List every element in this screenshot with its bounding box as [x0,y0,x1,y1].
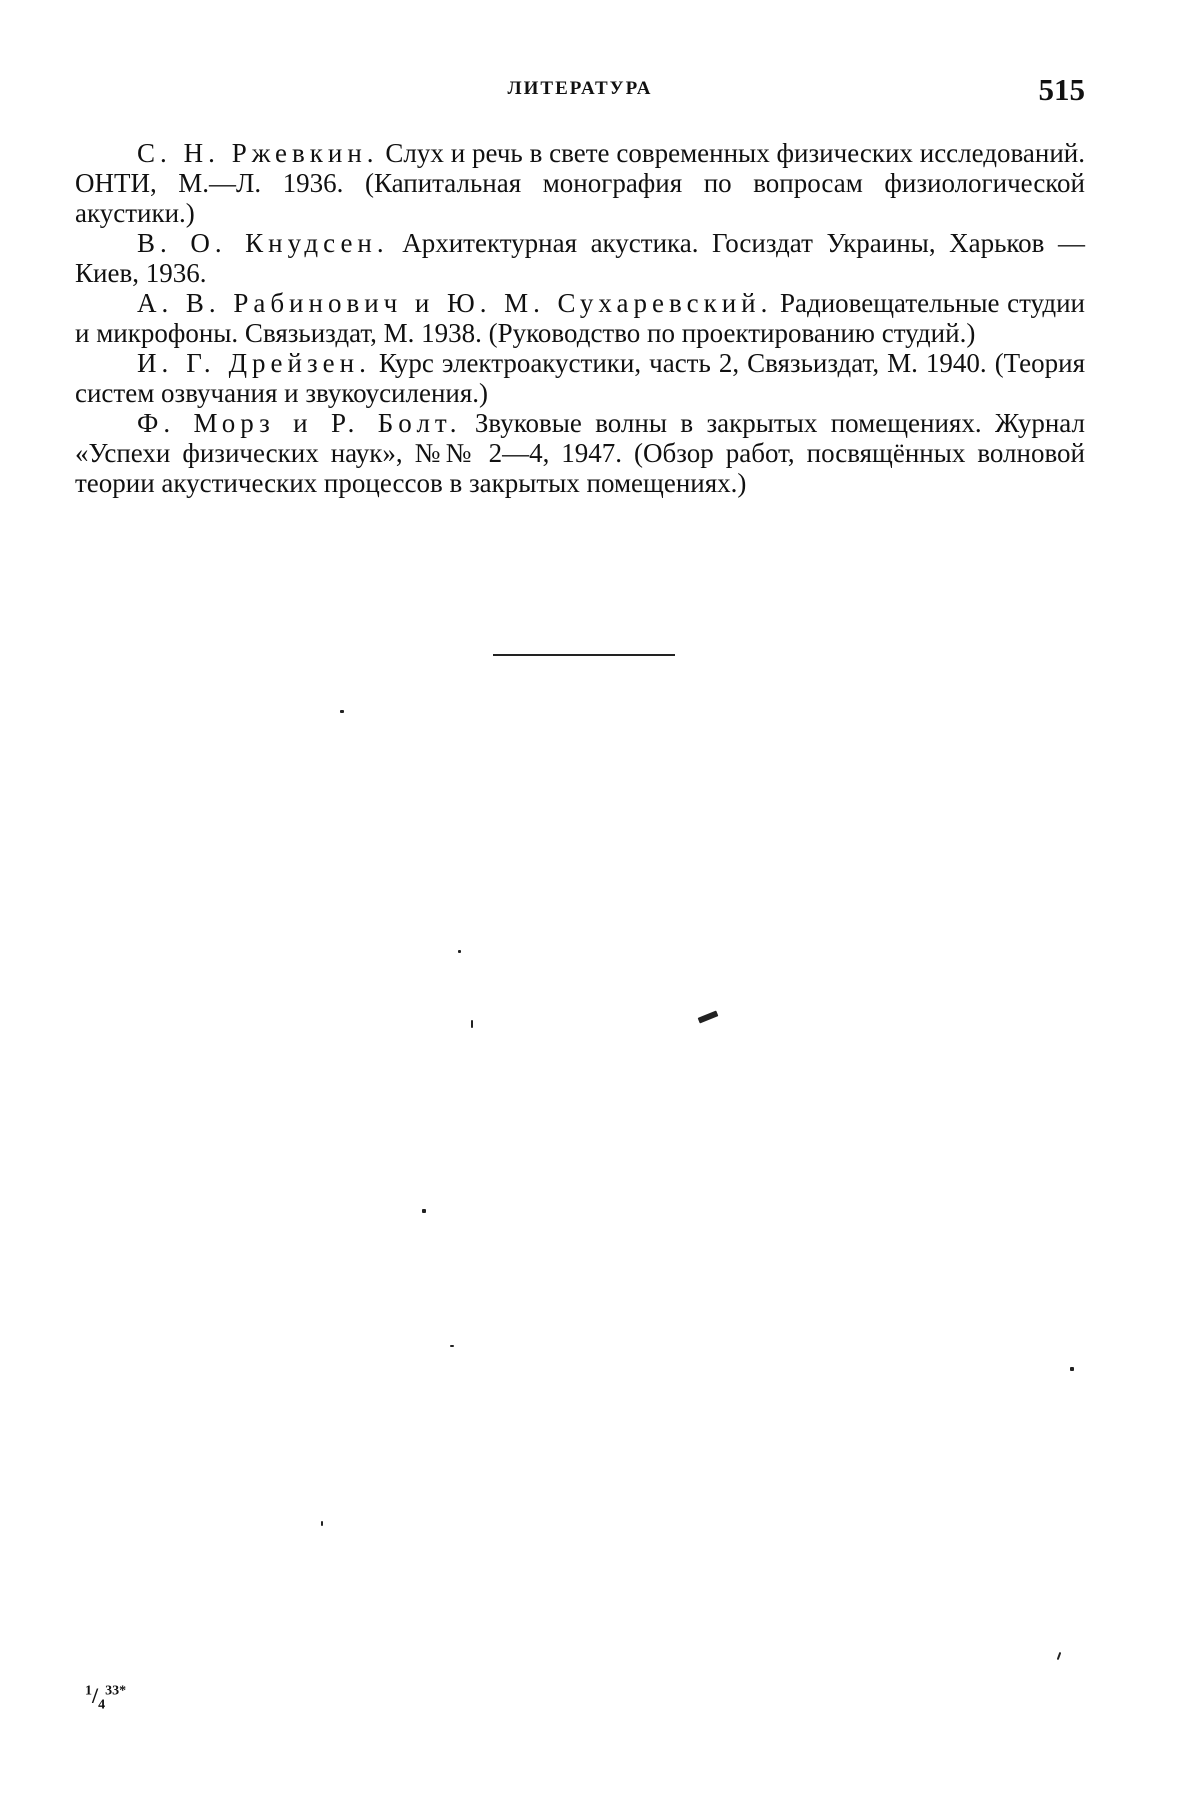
reference-author: Ф. Морз и Р. Болт. [137,408,462,438]
reference-author: И. Г. Дрейзен. [137,348,371,378]
scan-speck [450,1345,454,1347]
scan-speck [340,710,344,713]
reference-entry [75,138,1085,228]
reference-entry [75,348,1085,408]
reference-text: Слух и речь в свете современных физических исследований. ОНТИ, М.—Л. 1936. (Капитальная монография по вопросам физиологической акустики.) [75,138,1085,228]
reference-entry [75,288,1085,348]
reference-author: А. В. Рабинович и Ю. М. Сухаревский. [137,288,773,318]
scan-speck [458,950,461,953]
scan-speck [321,1521,323,1526]
running-title: ЛИТЕРАТУРА [507,78,653,99]
reference-author: В. О. Кнудсен. [137,228,389,258]
scan-speck [1057,1652,1062,1660]
bibliography-list [75,138,1085,498]
signature-slash: / [92,1683,99,1708]
reference-text: Архитектурная акустика. Госиздат Украины, Харьков — Киев, 1936. [75,228,1085,288]
reference-text: Курс электроакустики, часть 2, Связьиздат, М. 1940. (Теория систем озвучания и звукоусиления.) [75,348,1086,408]
reference-text: Радиовещательные студии и микрофоны. Связьиздат, М. 1938. (Руководство по проектированию студий.) [75,288,1085,348]
signature-numerator: 1 [85,1683,92,1699]
scan-speck [1070,1367,1074,1371]
page-number: 515 [1038,72,1085,107]
reference-author: С. Н. Ржевкин. [137,138,379,168]
section-end-rule [493,654,675,656]
running-head [75,72,1085,112]
reference-entry [75,228,1085,288]
scan-speck [422,1209,426,1213]
scan-speck [471,1020,473,1028]
signature-denominator: 4 [98,1697,106,1713]
reference-entry [75,408,1085,498]
printer-signature [85,1683,126,1713]
signature-sheet: 33* [105,1683,127,1699]
reference-text: Звуковые волны в закрытых помещениях. Журнал «Успехи физических наук», №№ 2—4, 1947. (Обзор работ, посвящённых волновой теории акустических процессов в закрытых помещениях.) [75,408,1085,498]
scan-speck [698,1010,719,1023]
